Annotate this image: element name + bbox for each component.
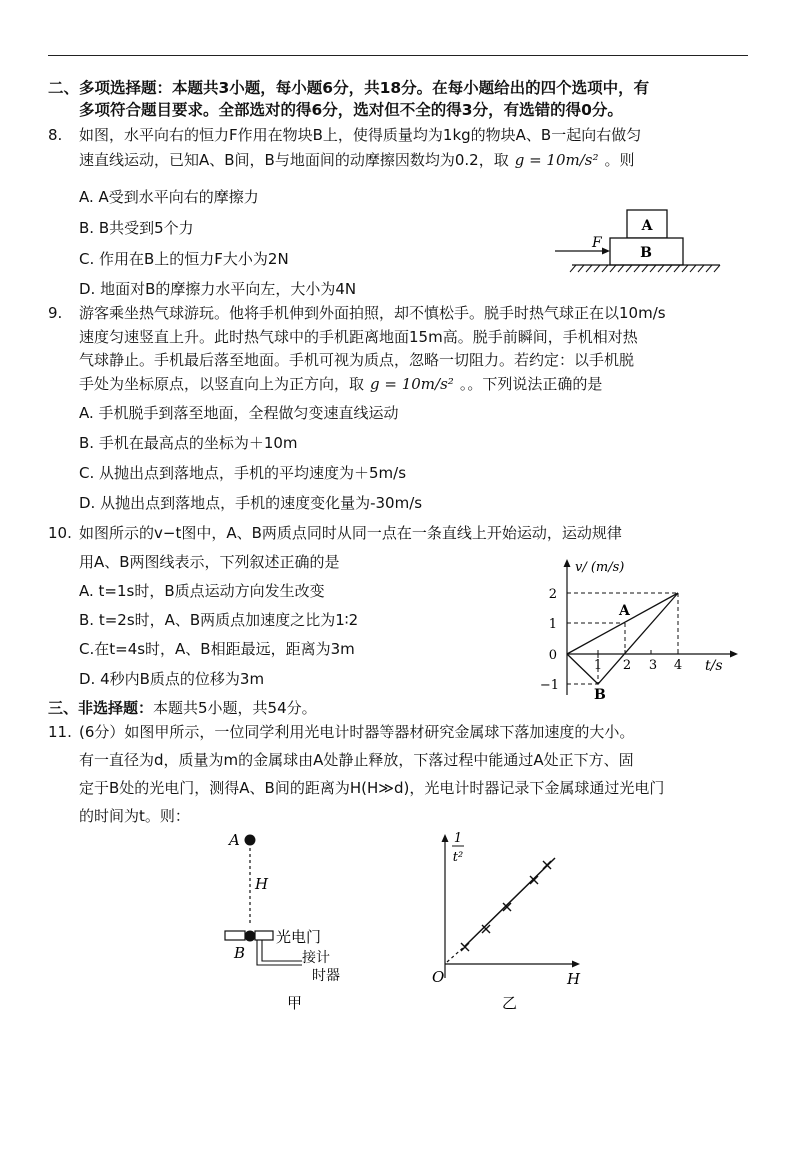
label-h: H	[255, 875, 269, 893]
q9-option-d: D. 从抛出点到落地点，手机的速度变化量为-30m/s	[79, 494, 423, 512]
q9-stem-line1: 游客乘坐热气球游玩。他将手机伸到外面拍照，却不慎松手。脱手时热气球正在以10m/s	[79, 304, 666, 322]
fig2-x-arrow	[572, 961, 580, 968]
label-b: B	[234, 944, 246, 962]
q8-block-figure	[550, 205, 730, 275]
q9-option-c: C. 从抛出点到落地点，手机的平均速度为＋5m/s	[79, 464, 407, 482]
q8-formula: g = 10m/s²	[514, 151, 599, 169]
q8-stem-line2	[79, 150, 635, 170]
section3-heading	[48, 698, 317, 718]
q8-option-a: A. A受到水平向右的摩擦力	[79, 188, 259, 206]
q9-stem-line4	[79, 374, 602, 394]
top-rule	[48, 55, 748, 56]
block-a-label: A	[641, 218, 653, 234]
q9-number: 9.	[48, 304, 63, 322]
q9-stem-text: 手处为坐标原点，以竖直向上为正方向，取	[79, 375, 365, 393]
caption-yi: 乙	[502, 994, 518, 1012]
q11-stem-line4: 的时间为t。则：	[79, 807, 190, 825]
q10-option-b: B. t=2s时，A、B两质点加速度之比为1∶2	[79, 611, 359, 629]
xtick-4: 4	[673, 658, 683, 673]
q8-stem-line1: 如图，水平向右的恒力F作用在物块B上，使得质量均为1kg的物块A、B一起向右做匀	[79, 126, 642, 144]
q8-stem-end: 。则	[604, 151, 635, 169]
q9-stem-line3: 气球静止。手机最后落至地面。手机可视为质点，忽略一切阻力。若约定：以手机脱	[79, 351, 635, 369]
q11-number: 11.	[48, 723, 72, 741]
q8-option-c: C. 作用在B上的恒力F大小为2N	[79, 250, 289, 268]
block-b-label: B	[640, 245, 652, 261]
xtick-3: 3	[648, 658, 658, 673]
q8-option-b: B. B共受到5个力	[79, 219, 194, 237]
q11-stem-line3: 定于B处的光电门，测得A、B间的距离为H(H≫d)，光电计时器记录下金属球通过光电门	[79, 779, 665, 797]
q8-option-d: D. 地面对B的摩擦力水平向左，大小为4N	[79, 280, 357, 298]
xtick-2: 2	[622, 658, 632, 673]
xtick-1: 1	[593, 658, 603, 673]
v-axis-label: v/ (m/s)	[575, 560, 625, 575]
q10-option-c: C.在t=4s时，A、B相距最远，距离为3m	[79, 640, 355, 658]
fig2-ylabel-num: 1	[453, 831, 463, 846]
q11-stem-line1: (6分）如图甲所示，一位同学利用光电计时器等器材研究金属球下落加速度的大小。	[79, 723, 635, 741]
v-axis-arrow	[564, 559, 571, 567]
fig2-origin: O	[432, 968, 445, 986]
ball-at-b	[245, 931, 256, 942]
fig2-extrapolation	[447, 946, 465, 962]
ball-at-a	[245, 835, 256, 846]
section3-text: 本题共5小题，共54分。	[153, 699, 317, 717]
q10-vt-graph	[539, 555, 745, 703]
ytick-2: 2	[548, 587, 557, 602]
line-b-label: B	[594, 687, 606, 703]
line-a-label: A	[619, 603, 630, 619]
q9-stem-end: 。。下列说法正确的是	[459, 375, 603, 393]
ytick-0: 0	[548, 648, 557, 663]
q9-option-b: B. 手机在最高点的坐标为＋10m	[79, 434, 298, 452]
q10-stem-line2: 用A、B两图线表示，下列叙述正确的是	[79, 553, 340, 571]
q10-number: 10.	[48, 524, 72, 542]
q11-fig-yi	[425, 828, 595, 1013]
section3-title: 三、非选择题：	[48, 699, 154, 717]
label-a: A	[229, 831, 240, 849]
fig2-xlabel: H	[567, 970, 581, 988]
q10-stem-line1: 如图所示的v−t图中，A、B两质点同时从同一点在一条直线上开始运动，运动规律	[79, 524, 622, 542]
fig2-fit-line	[465, 858, 555, 946]
force-arrowhead	[602, 248, 610, 255]
ground-hatching	[570, 265, 720, 272]
q10-option-d: D. 4秒内B质点的位移为3m	[79, 670, 265, 688]
q9-option-a: A. 手机脱手到落至地面，全程做匀变速直线运动	[79, 404, 399, 422]
t-axis-label: t/s	[705, 658, 723, 674]
t-axis-arrow	[730, 651, 738, 658]
force-label: F	[592, 235, 602, 251]
q10-option-a: A. t=1s时，B质点运动方向发生改变	[79, 582, 325, 600]
connector-label-1: 接计	[302, 950, 330, 966]
gate-left	[225, 931, 245, 940]
caption-jia: 甲	[287, 994, 303, 1012]
q8-number: 8.	[48, 126, 63, 144]
q9-stem-line2: 速度匀速竖直上升。此时热气球中的手机距离地面15m高。脱手前瞬间，手机相对热	[79, 328, 638, 346]
gate-label: 光电门	[276, 928, 322, 946]
q11-stem-line2: 有一直径为d，质量为m的金属球由A处静止释放，下落过程中能通过A处正下方、固	[79, 751, 634, 769]
section2-heading-line1: 二、多项选择题：本题共3小题，每小题6分，共18分。在每小题给出的四个选项中，有	[48, 79, 650, 97]
q8-stem-text: 速直线运动，已知A、B间，B与地面间的动摩擦因数均为0.2，取	[79, 151, 509, 169]
section2-heading-line2: 多项符合题目要求。全部选对的得6分，选对但不全的得3分，有选错的得0分。	[79, 101, 623, 119]
q11-fig-jia	[220, 828, 360, 1013]
q9-formula: g = 10m/s²	[370, 375, 454, 393]
fig2-ylabel-den: t²	[452, 850, 464, 865]
gate-right	[255, 931, 273, 940]
ytick-neg1: −1	[539, 678, 559, 693]
connector-label-2: 时器	[312, 968, 340, 984]
ytick-1: 1	[548, 617, 557, 632]
fig2-y-arrow	[442, 834, 449, 842]
